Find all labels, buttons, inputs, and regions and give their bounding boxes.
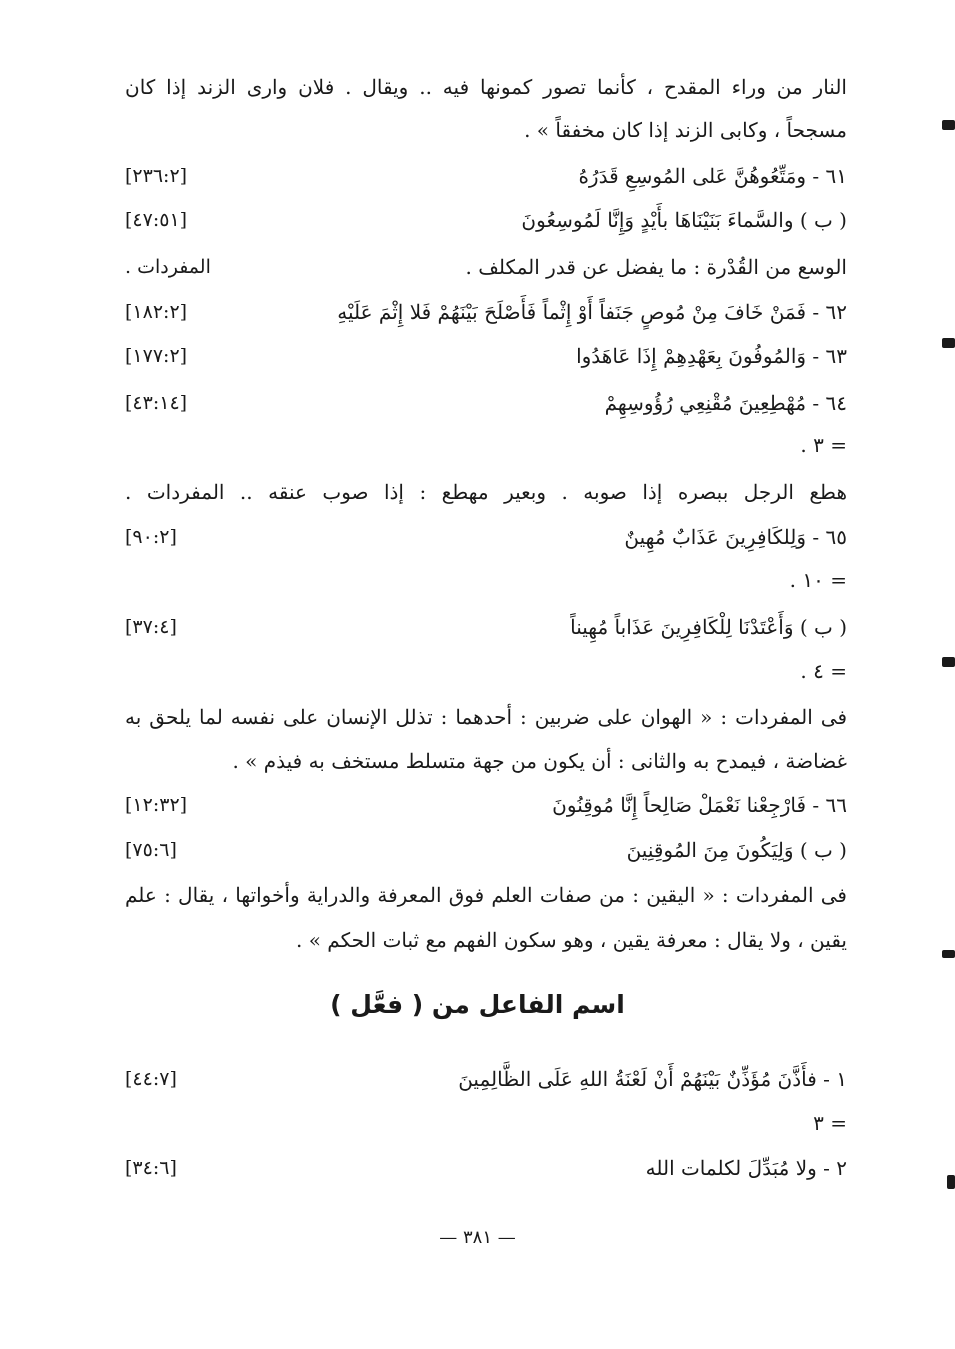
verse-reference: [٩٠:٢] bbox=[125, 526, 177, 548]
count-line: = ٣ . bbox=[800, 433, 847, 457]
verse-reference: [٣٤:٦] bbox=[125, 1157, 177, 1179]
verse-reference: [٤٤:٧] bbox=[125, 1068, 177, 1090]
verse-reference: [١٢:٣٢] bbox=[125, 794, 188, 816]
verse-reference: [١٧٧:٢] bbox=[125, 345, 188, 367]
verse-line: ٦٥ - وَلِلكَافِرِينَ عَذَابٌ مُهِينٌ [٩٠:٢] bbox=[125, 522, 847, 552]
text-line: يقين ، ولا يقال : معرفة يقين ، وهو سكون الفهم مع ثبات الحكم » . bbox=[296, 928, 847, 952]
text-line: الوسع من القُدْرة : ما يفضل عن قدر المكلف . المفردات . bbox=[125, 252, 847, 282]
scan-edge-mark bbox=[942, 120, 955, 130]
verse-line: ٦٣ - وَالمُوفُونَ بِعَهْدِهِمْ إِذَا عَاهَدُوا [١٧٧:٢] bbox=[125, 341, 847, 371]
verse-reference: [٣٧:٤] bbox=[125, 616, 177, 638]
count-line: = ٤ . bbox=[800, 659, 847, 683]
text-line: غضاضة ، فيمدح به والثانى : أن يكون من جهة متسلط مستخف به فيذم » . bbox=[232, 749, 847, 773]
verse-line: ٦٦ - فَارْجِعْنا نَعْمَلْ صَالِحاً إِنَّا مُوقِنُونَ [١٢:٣٢] bbox=[125, 790, 847, 820]
verse-reference: [٢٣٦:٢] bbox=[125, 165, 188, 187]
verse-line: ٦٢ - فَمَنْ خَافَ مِنْ مُوصٍ جَنَفاً أَوْ إِثْماً فَأَصْلَحَ بَيْنَهُمْ فَلا إِثْمَ عَلَيْهِ [١٨٢:٢] bbox=[125, 297, 847, 327]
verse-line: ١ - فأَذَّنَ مُؤَذِّنٌ بَيْنَهُمْ أَنْ لَعْنَةُ اللهِ عَلَى الظَّالِمِينَ [٤٤:٧] bbox=[125, 1064, 847, 1094]
verse-line: ( ب ) وَأَعْتَدْنَا لِلْكَافِرِينَ عَذَاباً مُهِيناً [٣٧:٤] bbox=[125, 612, 847, 642]
page-number: — ٣٨١ — bbox=[439, 1227, 516, 1248]
verse-line: ٦١ - ومَتِّعُوهُنَّ عَلى المُوسِعِ قَدَرُهُ [٢٣٦:٢] bbox=[125, 161, 847, 191]
count-line: = ٣ bbox=[813, 1111, 847, 1135]
scan-edge-mark bbox=[947, 1175, 955, 1189]
verse-line: ٢ - ولا مُبَدِّلَ لكلمات الله [٣٤:٦] bbox=[125, 1153, 847, 1183]
text-line: فى المفردات : « اليقين : من صفات العلم فوق المعرفة والدراية وأخواتها ، يقال : علم bbox=[125, 883, 847, 907]
count-line: = ١٠ . bbox=[789, 568, 847, 592]
section-heading: اسم الفاعل من ( فعَّل ) bbox=[330, 990, 625, 1019]
verse-reference: [٧٥:٦] bbox=[125, 839, 177, 861]
scan-edge-mark bbox=[942, 950, 955, 958]
text-line: فى المفردات : « الهوان على ضربين : أحدهما : تذلل الإنسان على نفسه لما يلحق به bbox=[125, 705, 847, 729]
verse-line: ٦٤ - مُهْطِعِينَ مُقْنِعِي رُؤُوسِهِمْ [٤٣:١٤] bbox=[125, 388, 847, 418]
verse-line: ( ب ) والسَّماءَ بَنَيْنَاهَا بأَيْدٍ وَإِنَّا لَمُوسِعُونَ [٤٧:٥١] bbox=[125, 205, 847, 235]
text-line: النار من وراء المقدح ، كأنما تصور كمونها فيه .. ويقال . فلان وارى الزند إذا كان bbox=[125, 75, 847, 99]
verse-reference: [١٨٢:٢] bbox=[125, 301, 188, 323]
text-line: هطع الرجل ببصره إذا صوبه . وبعير مهطع : إذا صوب عنقه .. المفردات . bbox=[125, 480, 847, 504]
source-reference: المفردات . bbox=[125, 256, 211, 278]
verse-reference: [٤٧:٥١] bbox=[125, 209, 188, 231]
text-line: مسجحاً ، وكابى الزند إذا كان مخفقاً » . bbox=[524, 118, 847, 142]
scan-edge-mark bbox=[942, 338, 955, 348]
scan-edge-mark bbox=[942, 657, 955, 667]
verse-line: ( ب ) وَلِيَكُونَ مِنَ المُوقِنِينَ [٧٥:٦] bbox=[125, 835, 847, 865]
verse-reference: [٤٣:١٤] bbox=[125, 392, 188, 414]
